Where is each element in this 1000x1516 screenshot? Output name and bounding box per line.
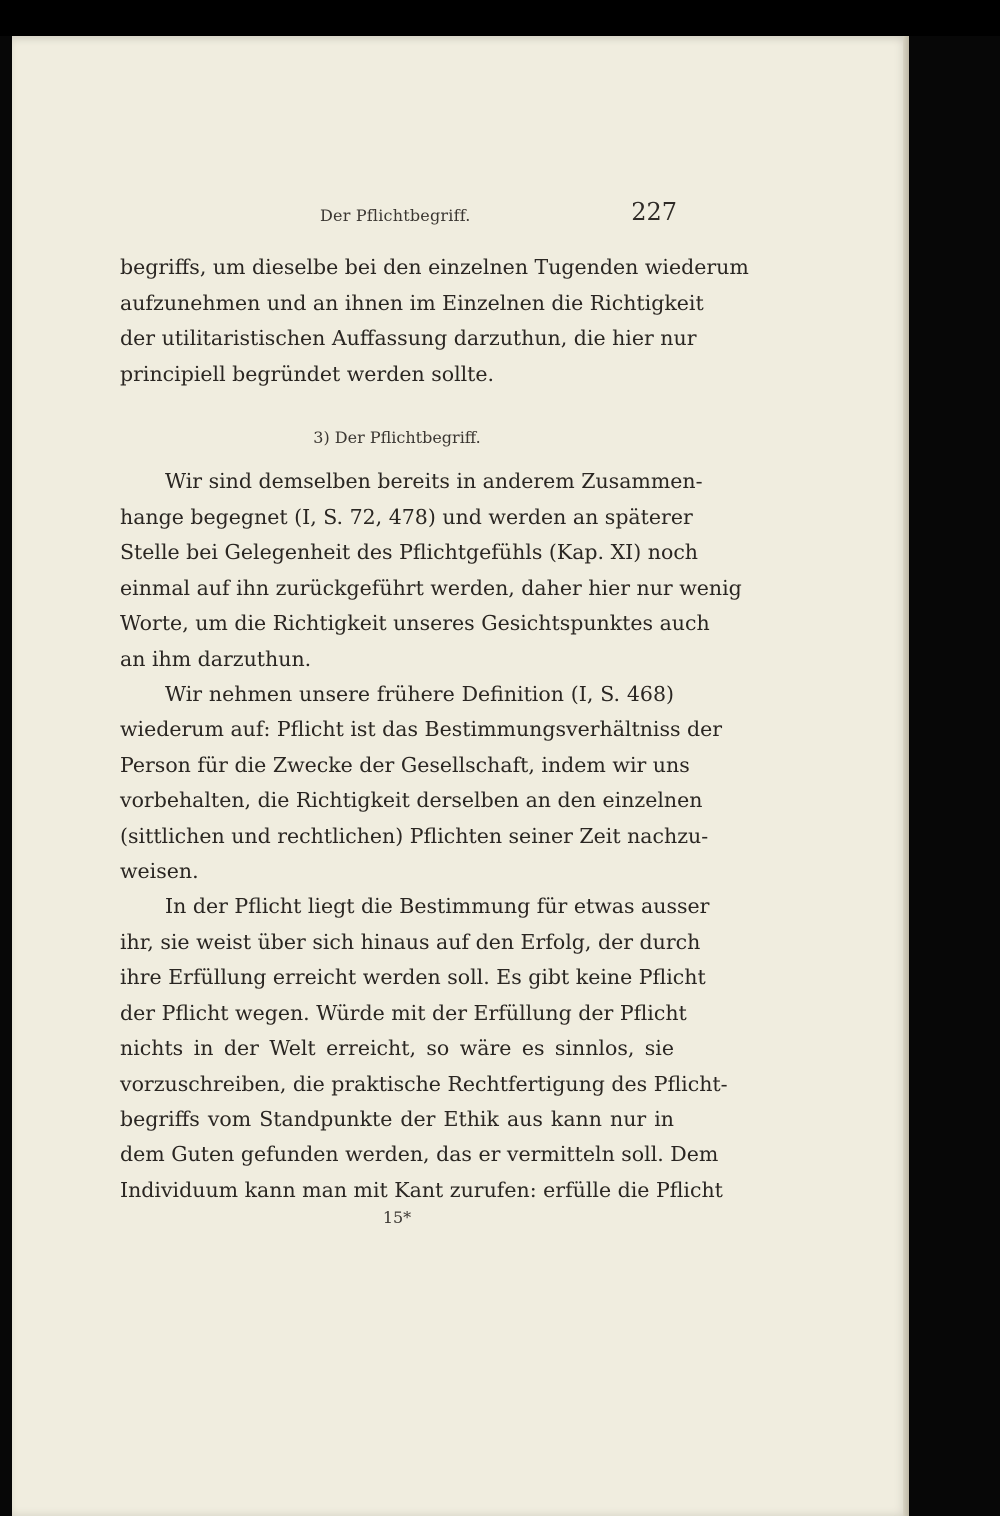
- text-line: In der Pflicht liegt die Bestimmung für etwas ausser: [165, 894, 710, 918]
- scan-top-border: [0, 0, 1000, 36]
- text-line: dem Guten gefunden werden, das er vermitteln soll. Dem: [120, 1142, 719, 1166]
- text-line: weisen.: [120, 859, 199, 883]
- text-line: Worte, um die Richtigkeit unseres Gesichtspunktes auch: [120, 611, 710, 635]
- text-line: wiederum auf: Pflicht ist das Bestimmungsverhältniss der: [120, 717, 723, 741]
- text-line: begriffs, um dieselbe bei den einzelnen Tugenden wiederum: [120, 255, 749, 279]
- page-number: 227: [631, 198, 677, 226]
- text-line: vorbehalten, die Richtigkeit derselben an den einzelnen: [120, 788, 703, 812]
- text-line: Wir sind demselben bereits in anderem Zusammen-: [165, 469, 703, 493]
- running-title: Der Pflichtbegriff.: [320, 206, 471, 225]
- text-line: ihr, sie weist über sich hinaus auf den Erfolg, der durch: [120, 930, 701, 954]
- text-line: an ihm darzuthun.: [120, 647, 312, 671]
- text-line: der Pflicht wegen. Würde mit der Erfüllung der Pflicht: [120, 1001, 687, 1025]
- running-head: [320, 198, 677, 238]
- signature-mark: 15*: [382, 1208, 412, 1227]
- text-line: principiell begründet werden sollte.: [120, 362, 495, 386]
- text-line: einmal auf ihn zurückgeführt werden, daher hier nur wenig: [120, 576, 742, 600]
- text-line: der utilitaristischen Auffassung darzuthun, die hier nur: [120, 326, 697, 350]
- text-line: Person für die Zwecke der Gesellschaft, indem wir uns: [120, 753, 690, 777]
- text-line: begriffs vom Standpunkte der Ethik aus kann nur in: [120, 1107, 674, 1131]
- page-edge: [903, 36, 909, 1516]
- text-line: aufzunehmen und an ihnen im Einzelnen die Richtigkeit: [120, 291, 704, 315]
- text-line: Individuum kann man mit Kant zurufen: erfülle die Pflicht: [120, 1178, 723, 1202]
- section-heading: 3) Der Pflichtbegriff.: [313, 428, 481, 447]
- text-line: nichts in der Welt erreicht, so wäre es sinnlos, sie: [120, 1036, 674, 1060]
- text-line: vorzuschreiben, die praktische Rechtfertigung des Pflicht-: [120, 1072, 728, 1096]
- text-line: hange begegnet (I, S. 72, 478) und werden an späterer: [120, 505, 693, 529]
- text-line: (sittlichen und rechtlichen) Pflichten seiner Zeit nachzu-: [120, 824, 709, 848]
- text-line: Stelle bei Gelegenheit des Pflichtgefühls (Kap. XI) noch: [120, 540, 699, 564]
- text-line: ihre Erfüllung erreicht werden soll. Es gibt keine Pflicht: [120, 965, 706, 989]
- text-line: Wir nehmen unsere frühere Definition (I, S. 468): [165, 682, 674, 706]
